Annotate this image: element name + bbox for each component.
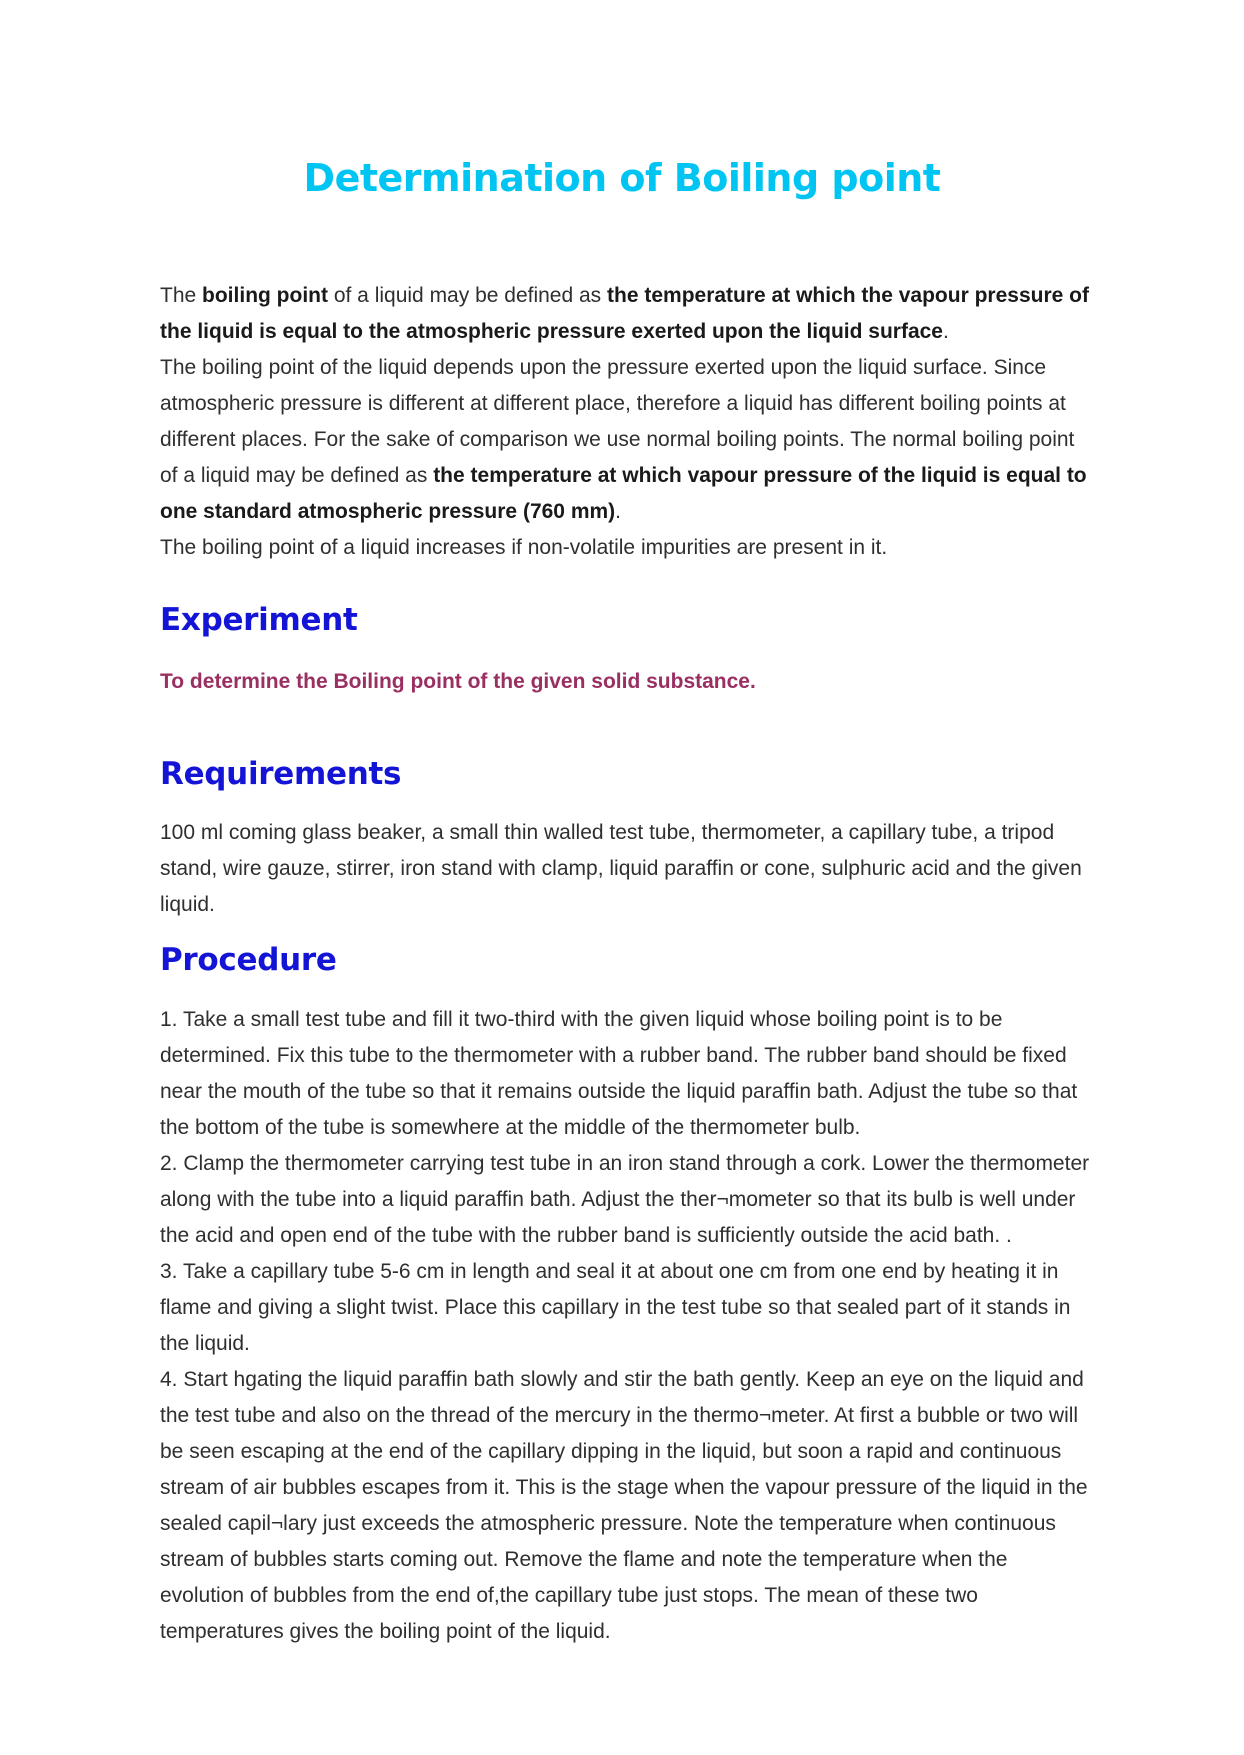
requirements-heading: Requirements [160,756,402,792]
page-title: Determination of Boiling point [303,156,941,200]
intro-definition: the temperature at which the vapour pressure of the liquid is equal to the atmospheric pressure exerted upon the liquid surface [160,284,1089,343]
intro-paragraph-impurities: The boiling point of a liquid increases if non-volatile impurities are present in it. [160,536,888,559]
procedure-step: 1. Take a small test tube and fill it two-third with the given liquid whose boiling point is to be determined. Fix this tube to the thermometer with a rubber band. The rubber band should be fixed near the mouth of the tube so that it remains outside the liquid paraffin bath. Adjust the tube so that the bottom of the tube is somewhere at the middle of the thermometer bulb. [160,1008,1078,1139]
procedure-step: 2. Clamp the thermometer carrying test tube in an iron stand through a cork. Lower the thermometer along with the tube into a liquid paraffin bath. Adjust the ther¬mometer so that its bulb is well under the acid and open end of the tube with the rubber band is sufficiently outside the acid bath. . [160,1152,1090,1247]
experiment-aim: To determine the Boiling point of the given solid substance. [160,670,756,693]
experiment-heading: Experiment [160,602,358,638]
intro-text: The boiling point of the liquid depends upon the pressure exerted upon the liquid surface. Since atmospheric pressure is different at different place, therefore a liquid has different boiling points at different places. For the sake of comparison we use normal boiling points. The normal boiling point of a liquid may be defined as [160,356,1075,487]
intro-term: boiling point [202,284,328,307]
intro-text: The [160,284,203,307]
intro-section [160,278,1090,566]
intro-text: . [615,500,621,523]
requirements-text: 100 ml coming glass beaker, a small thin walled test tube, thermometer, a capillary tube, a tripod stand, wire gauze, stirrer, iron stand with clamp, liquid paraffin or cone, sulphuric acid and the given liquid. [160,821,1082,916]
procedure-list [160,1002,1090,1650]
intro-text: . [943,320,949,343]
intro-paragraph-definition [160,278,1090,350]
intro-normal-definition: the temperature at which vapour pressure of the liquid is equal to one standard atmospheric pressure (760 mm) [160,464,1087,523]
procedure-step: 4. Start hgating the liquid paraffin bath slowly and stir the bath gently. Keep an eye on the liquid and the test tube and also on the thread of the mercury in the thermo¬meter. At first a bubble or two will be seen escaping at the end of the capillary dipping in the liquid, but soon a rapid and continuous stream of air bubbles escapes from it. This is the stage when the vapour pressure of the liquid in the sealed capil¬lary just exceeds the atmospheric pressure. Note the temperature when continuous stream of bubbles starts coming out. Remove the flame and note the temperature when the evolution of bubbles from the end of,the capillary tube just stops. The mean of these two temperatures gives the boiling point of the liquid. [160,1368,1088,1643]
intro-text: of a liquid may be defined as [328,284,608,307]
procedure-heading: Procedure [160,942,337,978]
requirements-section [160,815,1090,923]
procedure-step: 3. Take a capillary tube 5-6 cm in length and seal it at about one cm from one end by heating it in flame and giving a slight twist. Place this capillary in the test tube so that sealed part of it stands in the liquid. [160,1260,1071,1355]
intro-paragraph-normal-bp [160,350,1090,530]
